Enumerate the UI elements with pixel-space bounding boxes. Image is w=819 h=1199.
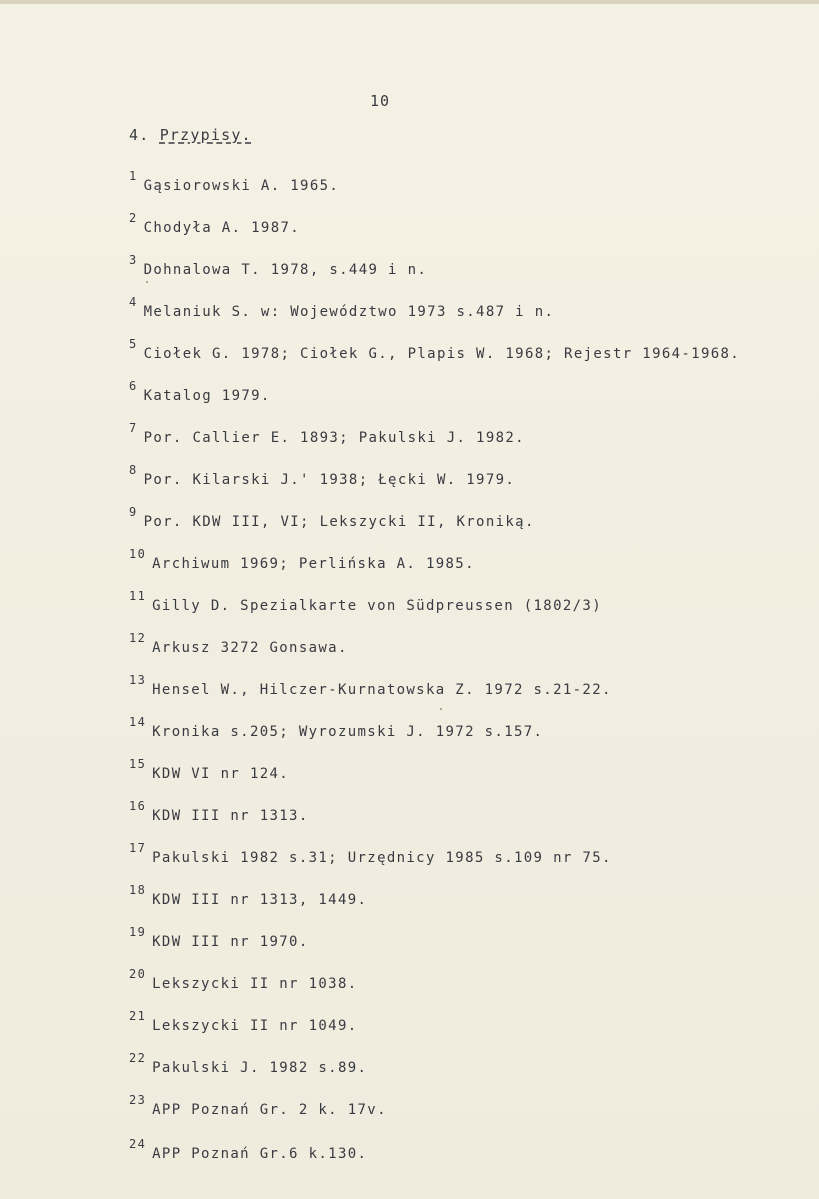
footnote-text: APP Poznań Gr. 2 k. 17v. — [152, 1102, 387, 1118]
page-number: 10 — [370, 92, 391, 110]
footnote-item — [129, 169, 340, 194]
footnote-number: 20 — [129, 967, 147, 981]
footnote-item — [129, 1009, 358, 1034]
footnote-text: Chodyła A. 1987. — [143, 220, 301, 236]
footnote-number: 11 — [129, 589, 147, 603]
footnote-text: Por. Kilarski J.' 1938; Łęcki W. 1979. — [143, 472, 516, 488]
footnote-number: 6 — [129, 379, 138, 393]
footnote-text: APP Poznań Gr.6 k.130. — [152, 1146, 368, 1162]
footnote-item — [129, 883, 368, 908]
page-top-edge — [0, 0, 819, 4]
footnote-text: Archiwum 1969; Perlińska A. 1985. — [152, 556, 475, 572]
footnote-text: Ciołek G. 1978; Ciołek G., Plapis W. 1968; Rejestr 1964-1968. — [143, 346, 741, 362]
footnote-text: KDW III nr 1313, 1449. — [152, 892, 368, 908]
footnote-number: 2 — [129, 211, 138, 225]
footnote-text: Hensel W., Hilczer-Kurnatowska Z. 1972 s.21-22. — [152, 682, 612, 698]
footnote-number: 21 — [129, 1009, 147, 1023]
footnote-item — [129, 1137, 368, 1162]
footnote-text: KDW III nr 1313. — [152, 808, 309, 824]
footnote-text: Melaniuk S. w: Województwo 1973 s.487 i n. — [143, 304, 555, 320]
footnote-item — [129, 799, 309, 824]
footnote-text: Lekszycki II nr 1049. — [152, 1018, 358, 1034]
footnote-item — [129, 967, 358, 992]
footnote-text: Pakulski 1982 s.31; Urzędnicy 1985 s.109 nr 75. — [152, 850, 612, 866]
footnote-item — [129, 379, 271, 404]
footnote-text: Gilly D. Spezialkarte von Südpreussen (1802/3) — [152, 598, 602, 614]
footnote-item — [129, 925, 309, 950]
footnote-number: 3 — [129, 253, 138, 267]
footnote-text: Gąsiorowski A. 1965. — [143, 178, 340, 194]
footnote-number: 22 — [129, 1051, 147, 1065]
footnote-item — [129, 295, 555, 320]
paper-speck — [440, 708, 442, 710]
footnote-item — [129, 253, 428, 278]
footnote-number: 17 — [129, 841, 147, 855]
footnote-item — [129, 211, 301, 236]
footnote-item — [129, 463, 516, 488]
footnote-text: KDW VI nr 124. — [152, 766, 290, 782]
section-title: Przypisy. — [159, 126, 252, 144]
footnote-number: 8 — [129, 463, 138, 477]
footnote-number: 4 — [129, 295, 138, 309]
footnote-item — [129, 673, 612, 698]
footnote-text: Por. Callier E. 1893; Pakulski J. 1982. — [143, 430, 525, 446]
footnote-number: 5 — [129, 337, 138, 351]
footnote-number: 12 — [129, 631, 147, 645]
footnote-item — [129, 589, 602, 614]
footnote-item — [129, 1093, 387, 1118]
footnote-number: 14 — [129, 715, 147, 729]
footnote-item — [129, 421, 525, 446]
footnote-item — [129, 547, 475, 572]
footnote-number: 18 — [129, 883, 147, 897]
footnote-item — [129, 841, 612, 866]
footnote-item — [129, 757, 290, 782]
footnote-number: 13 — [129, 673, 147, 687]
footnote-text: Arkusz 3272 Gonsawa. — [152, 640, 348, 656]
footnote-text: Kronika s.205; Wyrozumski J. 1972 s.157. — [152, 724, 544, 740]
footnote-text: Lekszycki II nr 1038. — [152, 976, 358, 992]
footnote-item — [129, 631, 348, 656]
footnote-number: 16 — [129, 799, 147, 813]
footnote-item — [129, 1051, 368, 1076]
footnote-text: Por. KDW III, VI; Lekszycki II, Kroniką. — [143, 514, 535, 530]
footnote-number: 24 — [129, 1137, 147, 1151]
footnote-text: Dohnalowa T. 1978, s.449 i n. — [143, 262, 428, 278]
footnote-number: 23 — [129, 1093, 147, 1107]
footnote-item — [129, 505, 535, 530]
footnote-number: 10 — [129, 547, 147, 561]
footnote-text: KDW III nr 1970. — [152, 934, 309, 950]
footnote-text: Pakulski J. 1982 s.89. — [152, 1060, 368, 1076]
footnote-number: 1 — [129, 169, 138, 183]
footnote-number: 19 — [129, 925, 147, 939]
footnote-text: Katalog 1979. — [143, 388, 271, 404]
section-heading — [129, 126, 252, 144]
footnote-number: 9 — [129, 505, 138, 519]
footnote-item — [129, 337, 741, 362]
paper-speck — [146, 281, 148, 283]
footnote-number: 15 — [129, 757, 147, 771]
footnote-item — [129, 715, 544, 740]
section-number: 4. — [129, 126, 150, 144]
footnote-number: 7 — [129, 421, 138, 435]
